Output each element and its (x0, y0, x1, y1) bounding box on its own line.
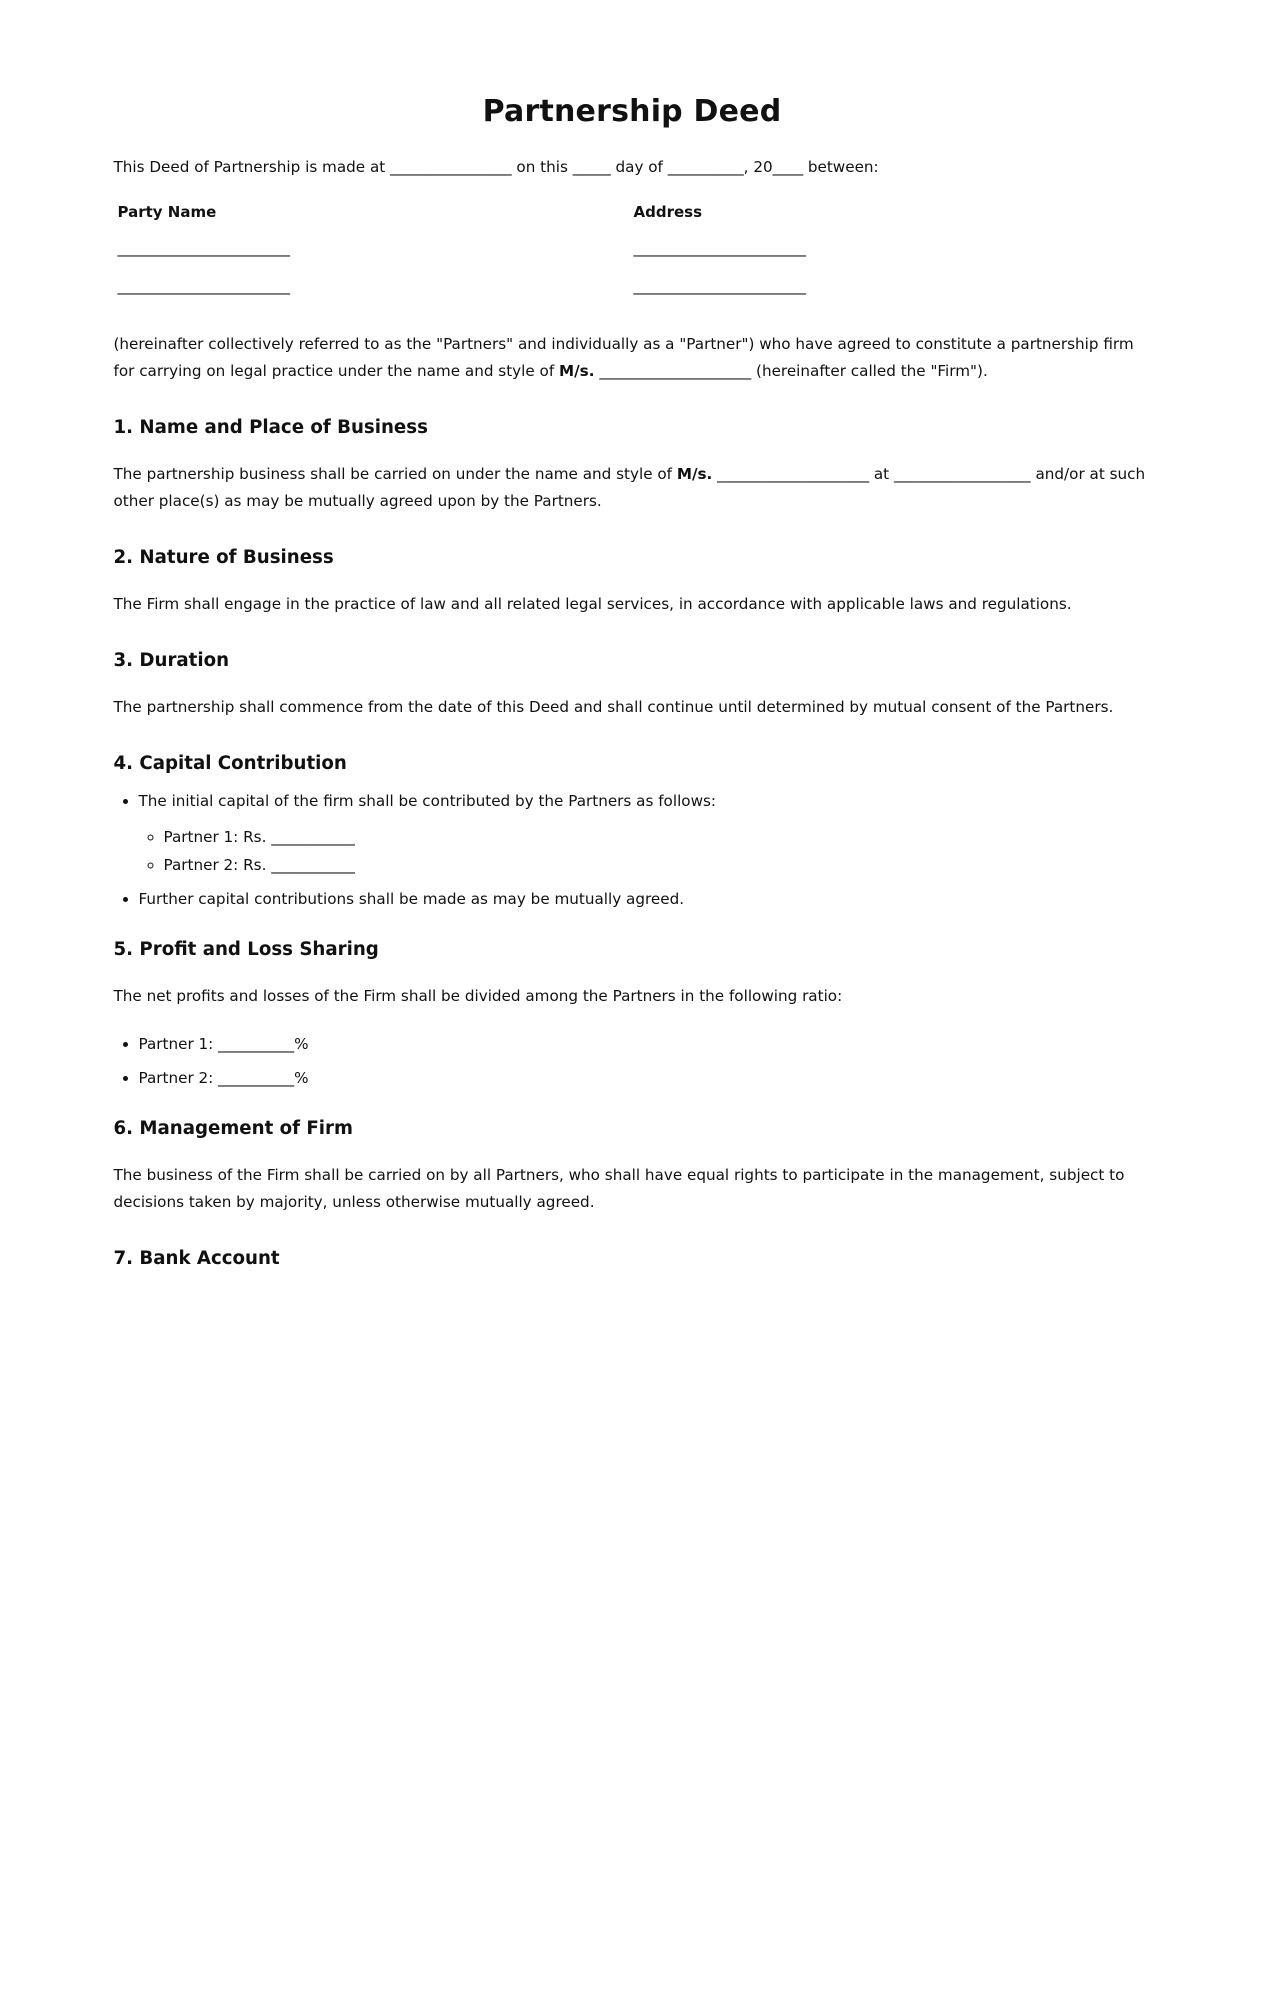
section-heading: 5. Profit and Loss Sharing (113, 939, 379, 960)
section-6-paragraph: The business of the Firm shall be carried on by all Partners, who shall have equal rights to participate in the management, subject to decisions taken by majority, unless otherwise mutually agreed. (113, 1166, 1125, 1211)
section-heading: 2. Nature of Business (113, 547, 334, 568)
intro-text: between: (803, 158, 879, 176)
ms-label: M/s. (676, 465, 713, 483)
document-title: Partnership Deed (482, 94, 782, 129)
list-item (139, 787, 1151, 879)
section-text: at (869, 465, 894, 483)
list-item-text: The initial capital of the firm shall be contributed by the Partners as follows: (138, 792, 717, 810)
intro-text: day of (610, 158, 668, 176)
table-header-party-name: Party Name (117, 203, 217, 221)
address-blank: _______________________ (633, 239, 806, 257)
list-item: • Partner 2: __________% (139, 1064, 1151, 1092)
list-item: ◦ Partner 2: Rs. ___________ (164, 851, 1151, 879)
section-2-paragraph: The Firm shall engage in the practice of law and all related legal services, in accordance with applicable laws and regulations. (113, 595, 1072, 613)
capital-sub-list (139, 823, 1151, 879)
party-name-blank: _______________________ (117, 239, 290, 257)
ms-label: M/s. (559, 362, 595, 380)
intro-text: This Deed of Partnership is made at (113, 158, 391, 176)
capital-contribution-list (114, 787, 1151, 913)
section-heading: 7. Bank Account (113, 1248, 280, 1269)
business-place-blank: __________________ (893, 465, 1031, 483)
place-blank: ________________ (390, 158, 512, 176)
section-text: The partnership business shall be carried on under the name and style of (113, 465, 677, 483)
parties-table (118, 199, 1151, 313)
section-text: and/or at such other place(s) as may be mutually agreed upon by the Partners. (113, 465, 1146, 510)
section-heading: 1. Name and Place of Business (113, 417, 428, 438)
business-name-blank: ____________________ (717, 465, 870, 483)
recital-text: (hereinafter called the "Firm"). (751, 362, 988, 380)
recital-paragraph (114, 331, 1151, 385)
section-heading: 6. Management of Firm (113, 1118, 353, 1139)
address-blank: _______________________ (633, 277, 806, 295)
section-1-paragraph (114, 461, 1151, 515)
list-item: • Further capital contributions shall be made as may be mutually agreed. (139, 885, 1151, 913)
section-heading: 3. Duration (113, 650, 230, 671)
intro-paragraph (114, 154, 1151, 181)
party-name-blank: _______________________ (117, 277, 290, 295)
day-blank: _____ (572, 158, 611, 176)
section-3-paragraph: The partnership shall commence from the date of this Deed and shall continue until determined by mutual consent of the Partners. (113, 698, 1114, 716)
intro-text: on this (511, 158, 573, 176)
month-blank: __________ (667, 158, 744, 176)
table-header-address: Address (633, 203, 703, 221)
intro-text: , 20 (743, 158, 773, 176)
profit-ratio-list (114, 1030, 1151, 1092)
list-item: ◦ Partner 1: Rs. ___________ (164, 823, 1151, 851)
recital-text: (hereinafter collectively referred to as the "Partners" and individually as a "Partner") who have agreed to constitute a partnership firm for carrying on legal practice under the name and style of (113, 335, 1134, 380)
section-heading: 4. Capital Contribution (113, 753, 347, 774)
firm-name-blank: ____________________ (599, 362, 752, 380)
list-item: • Partner 1: __________% (139, 1030, 1151, 1058)
document-page (113, 0, 1151, 1272)
year-blank: ____ (772, 158, 804, 176)
section-5-paragraph: The net profits and losses of the Firm shall be divided among the Partners in the following ratio: (113, 987, 843, 1005)
